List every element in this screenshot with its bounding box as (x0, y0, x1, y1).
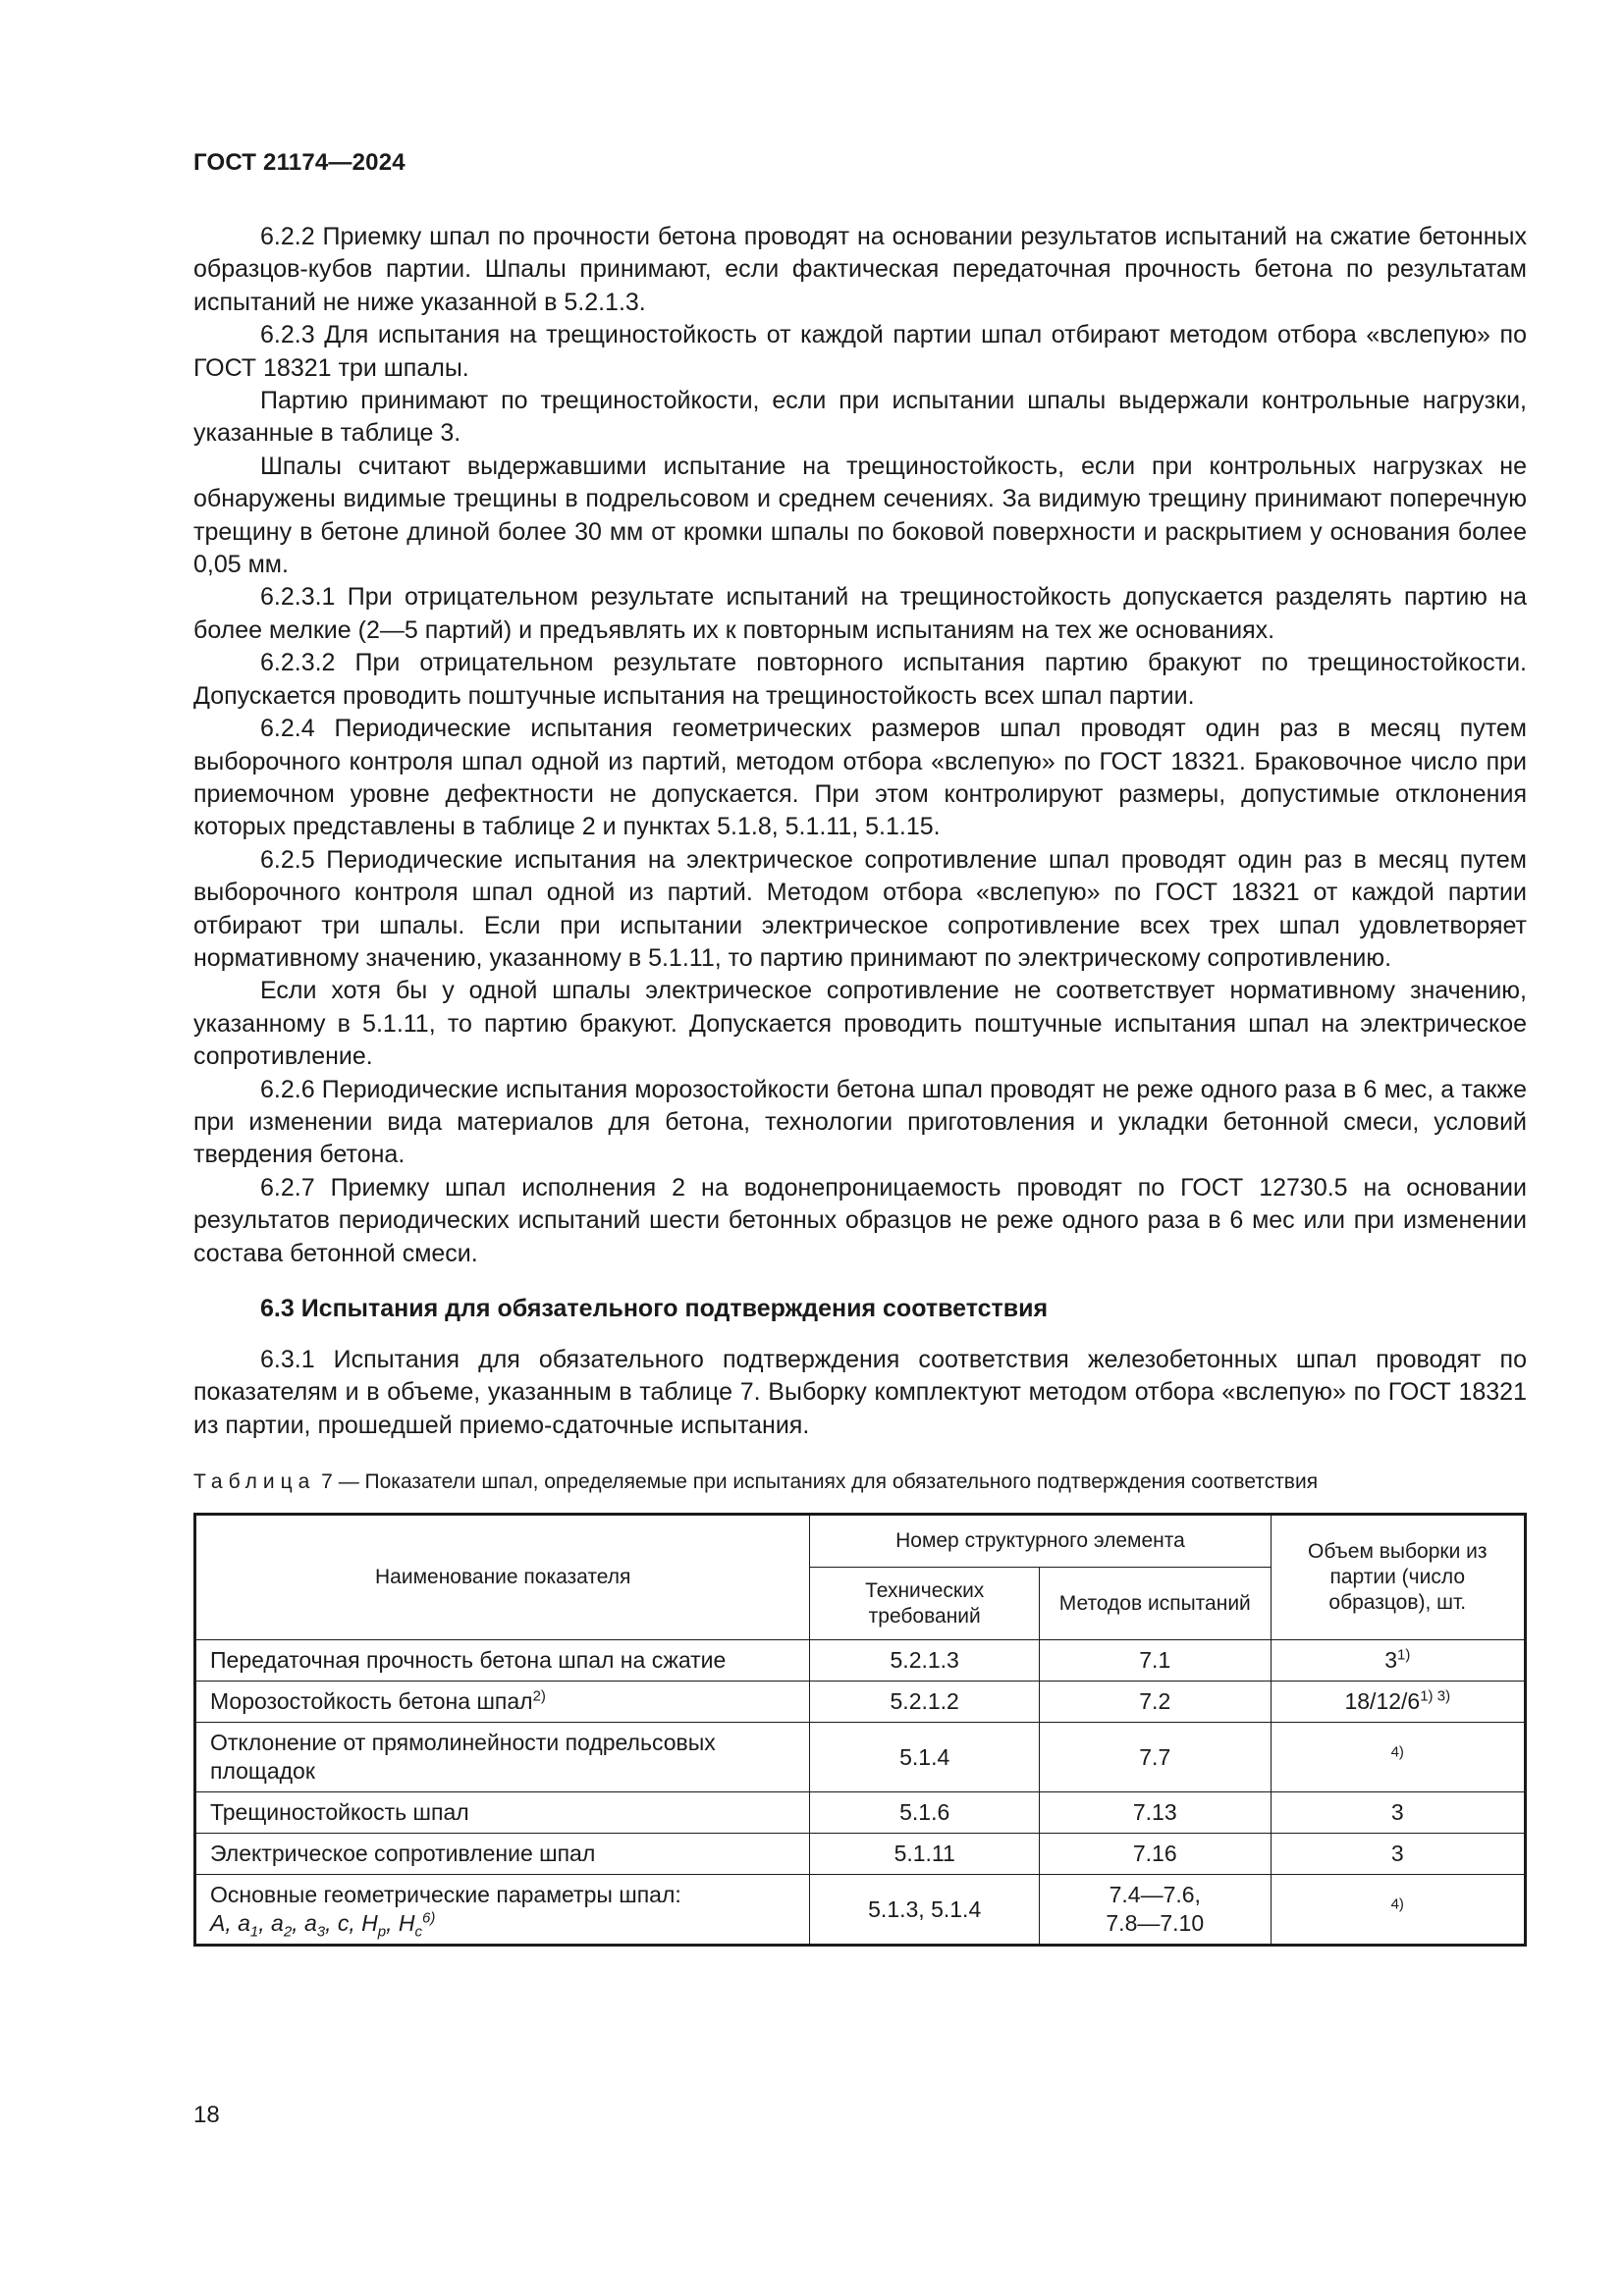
table-row (195, 1640, 1526, 1682)
header-structural-element: Номер структурного элемента (810, 1515, 1271, 1568)
geometric-params-formula: A, $a_1$, $a_2$, $a_3$, c, $H_р$, $H_с^{6)}$ (210, 1909, 436, 1941)
page-number: 18 (193, 2102, 220, 2128)
cell-volume: 3 (1271, 1792, 1525, 1834)
cell-indicator: Трещиностойкость шпал (195, 1792, 810, 1834)
indicators-table (193, 1513, 1527, 1947)
table-row (195, 1792, 1526, 1834)
paragraph: 6.2.4 Периодические испытания геометрических размеров шпал проводят один раз в месяц путем выборочного контроля шпал одной из партий, методом отбора «вслепую» по ГОСТ 18321. Браковочное число при приемочном уровне дефектности не допускается. При этом контролируют размеры, допустимые отклонения которых представлены в таблице 2 и пунктах 5.1.8, 5.1.11, 5.1.15. (193, 715, 1527, 841)
paragraph: Шпалы считают выдержавшими испытание на трещиностойкость, если при контрольных нагрузках не обнаружены видимые трещины в подрельсовом и среднем сечениях. За видимую трещину принимают поперечную трещину в бетоне длиной более 30 мм от кромки шпалы по боковой поверхности и раскрытием у основания более 0,05 мм. (193, 452, 1527, 579)
paragraph-group-6-3 (193, 1344, 1527, 1442)
paragraph: 6.2.6 Периодические испытания морозостойкости бетона шпал проводят не реже одного раза в 6 мес, а также при изменении вида материалов для бетона, технологии приготовления и укладки бетонной смеси, условий твердения бетона. (193, 1075, 1527, 1169)
cell-volume: $18/12/6^{1) 3)}$ (1271, 1682, 1525, 1723)
header-indicator: Наименование показателя (195, 1515, 810, 1640)
table-row (195, 1723, 1526, 1792)
cell-tech: 5.1.6 (810, 1792, 1040, 1834)
paragraph: 6.2.2 Приемку шпал по прочности бетона проводят на основании результатов испытаний на сжатие бетонных образцов-кубов партии. Шпалы принимают, если фактическая передаточная прочность бетона по результатам испытаний не ниже указанной в 5.2.1.3. (193, 223, 1527, 316)
table-row (195, 1875, 1526, 1946)
document-header: ГОСТ 21174—2024 (193, 149, 406, 176)
cell-method: 7.13 (1040, 1792, 1272, 1834)
cell-volume: 3$^{1)}$ (1271, 1640, 1525, 1682)
cell-method: 7.2 (1040, 1682, 1272, 1723)
table-header-row-1 (195, 1515, 1526, 1568)
paragraph: 6.2.5 Периодические испытания на электрическое сопротивление шпал проводят один раз в месяц путем выборочного контроля шпал одной из партий. Методом отбора «вслепую» по ГОСТ 18321 от каждой партии отбирают три шпалы. Если при испытании электрическое сопротивление всех трех шпал удовлетворяет нормативному значению, указанному в 5.1.11, то партию принимают по электрическому сопротивлению. (193, 845, 1527, 972)
header-test-methods: Методов испытаний (1040, 1568, 1272, 1640)
cell-indicator: Электрическое сопротивление шпал (195, 1834, 810, 1875)
cell-indicator: Отклонение от прямолинейности подрельсовых площадок (195, 1723, 810, 1792)
cell-tech: 5.1.4 (810, 1723, 1040, 1792)
cell-tech: 5.2.1.3 (810, 1640, 1040, 1682)
paragraph: 6.2.3.1 При отрицательном результате испытаний на трещиностойкость допускается разделять партию на более мелкие (2—5 партий) и предъявлять их к повторным испытаниям на тех же основаниях. (193, 583, 1527, 644)
cell-method: 7.1 (1040, 1640, 1272, 1682)
cell-indicator: Передаточная прочность бетона шпал на сжатие (195, 1640, 810, 1682)
cell-indicator: Основные геометрические параметры шпал: A, $a_1$, $a_2$, $a_3$, c, $H_р$, $H_с^{6)}$ (195, 1875, 810, 1946)
paragraph: 6.3.1 Испытания для обязательного подтверждения соответствия железобетонных шпал проводят по показателям и в объеме, указанным в таблице 7. Выборку комплектуют методом отбора «вслепую» по ГОСТ 18321 из партии, прошедшей приемо-сдаточные испытания. (193, 1346, 1527, 1439)
paragraph-group-6-2 (193, 221, 1527, 1270)
document-body (193, 221, 1527, 1947)
cell-method: 7.16 (1040, 1834, 1272, 1875)
cell-tech: 5.2.1.2 (810, 1682, 1040, 1723)
cell-volume: 4) (1271, 1875, 1525, 1946)
table-row (195, 1682, 1526, 1723)
cell-indicator: Морозостойкость бетона шпал$^{2)}$ (195, 1682, 810, 1723)
table-caption-word: Таблица (193, 1470, 316, 1494)
header-sample-volume: Объем выборки из партии (число образцов), шт. (1271, 1515, 1525, 1640)
paragraph: 6.2.3 Для испытания на трещиностойкость от каждой партии шпал отбирают методом отбора «вслепую» по ГОСТ 18321 три шпалы. (193, 321, 1527, 382)
cell-tech: 5.1.3, 5.1.4 (810, 1875, 1040, 1946)
cell-volume: 3 (1271, 1834, 1525, 1875)
cell-tech: 5.1.11 (810, 1834, 1040, 1875)
paragraph: Если хотя бы у одной шпалы электрическое сопротивление не соответствует нормативному значению, указанному в 5.1.11, то партию бракуют. Допускается проводить поштучные испытания шпал на электрическое сопротивление. (193, 977, 1527, 1071)
cell-method: 7.4—7.6, 7.8—7.10 (1040, 1875, 1272, 1946)
table-row (195, 1834, 1526, 1875)
paragraph: Партию принимают по трещиностойкости, если при испытании шпалы выдержали контрольные нагрузки, указанные в таблице 3. (193, 387, 1527, 448)
section-title: 6.3 Испытания для обязательного подтверждения соответствия (260, 1295, 1049, 1322)
table-caption (193, 1468, 1527, 1495)
cell-method: 7.7 (1040, 1723, 1272, 1792)
table-body (195, 1640, 1526, 1875)
cell-volume: 4) (1271, 1723, 1525, 1792)
header-tech-requirements: Технических требований (810, 1568, 1040, 1640)
table-caption-text: 7 — Показатели шпал, определяемые при испытаниях для обязательного подтверждения соответствия (315, 1470, 1319, 1494)
paragraph: 6.2.3.2 При отрицательном результате повторного испытания партию бракуют по трещиностойкости. Допускается проводить поштучные испытания на трещиностойкость всех шпал партии. (193, 649, 1527, 710)
paragraph: 6.2.7 Приемку шпал исполнения 2 на водонепроницаемость проводят по ГОСТ 12730.5 на основании результатов периодических испытаний шести бетонных образцов не реже одного раза в 6 мес или при изменении состава бетонной смеси. (193, 1173, 1527, 1267)
